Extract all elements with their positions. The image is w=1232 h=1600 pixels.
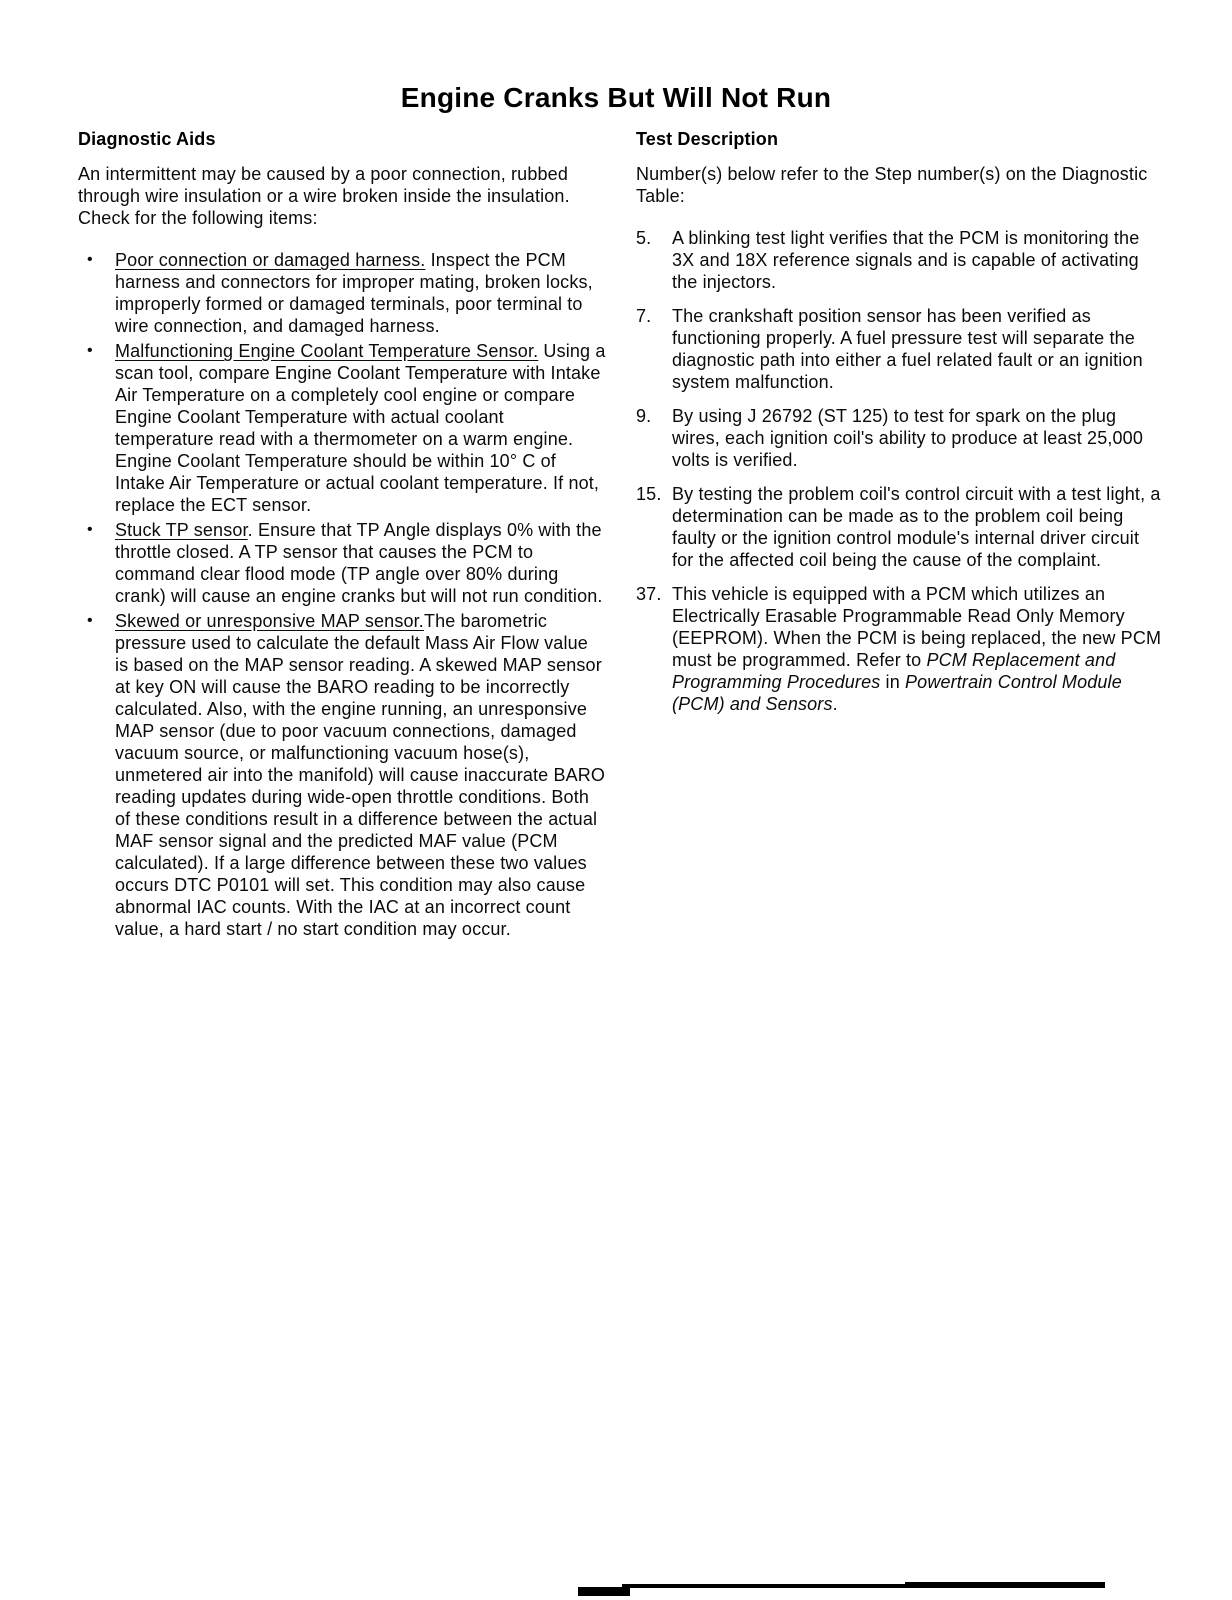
bullet-lead: Skewed or unresponsive MAP sensor. (115, 611, 424, 631)
step-text: The crankshaft position sensor has been verified as functioning properly. A fuel pressure test will separate the diagnostic path into either a fuel related fault or an ignition system malfunction. (672, 306, 1143, 392)
step-number: 9. (636, 406, 652, 426)
bullet-icon: • (87, 521, 93, 538)
bullet-icon: • (87, 612, 93, 629)
step-text-plain: in (880, 672, 906, 692)
bullet-lead: Stuck TP sensor (115, 520, 248, 540)
test-description-heading: Test Description (636, 129, 779, 149)
bullet-rest: . Ensure that TP Angle displays 0% with the throttle closed. A TP sensor that causes the PCM to command clear flood mode (TP angle over 80% during crank) will cause an engine cranks but will not run condition. (115, 520, 603, 606)
step-number: 5. (636, 228, 652, 248)
page-title: Engine Cranks But Will Not Run (400, 82, 832, 113)
bullet-text (115, 610, 606, 940)
bullet-lead: Malfunctioning Engine Coolant Temperature Sensor. (115, 341, 539, 361)
bullet-rest: Inspect the PCM harness and connectors for improper mating, broken locks, improperly formed or damaged terminals, poor terminal to wire connection, and damaged harness. (115, 250, 593, 336)
step-text: By using J 26792 (ST 125) to test for spark on the plug wires, each ignition coil's ability to produce at least 25,000 volts is verified. (672, 406, 1143, 470)
step-item (636, 483, 1164, 571)
list-item (78, 249, 606, 337)
step-item (636, 583, 1164, 715)
step-number: 7. (636, 306, 652, 326)
bullet-icon: • (87, 342, 93, 359)
test-description-column (636, 128, 1164, 727)
bullet-rest: The barometric pressure used to calculate the default Mass Air Flow value is based on the MAP sensor reading. A skewed MAP sensor at key ON will cause the BARO reading to be incorrectly calculated. Also, with the engine running, an unresponsive MAP sensor (due to poor vacuum connections, damaged vacuum source, or malfunctioning vacuum hose(s), unmetered air into the manifold) will cause inaccurate BARO reading updates during wide-open throttle conditions. Both of these conditions result in a difference between the actual MAF sensor signal and the predicted MAF value (PCM calculated). If a large difference between these two values occurs DTC P0101 will set. This condition may also cause abnormal IAC counts. With the IAC at an incorrect count value, a hard start / no start condition may occur. (115, 611, 606, 939)
step-item (636, 405, 1164, 471)
test-description-intro: Number(s) below refer to the Step number(s) on the Diagnostic Table: (636, 164, 1148, 206)
diagnostic-aids-list (78, 249, 606, 940)
list-item (78, 519, 606, 607)
step-item (636, 305, 1164, 393)
list-item (78, 340, 606, 516)
step-number: 37. (636, 584, 662, 604)
bullet-icon: • (87, 251, 93, 268)
bullet-text (115, 519, 606, 607)
step-text: By testing the problem coil's control circuit with a test light, a determination can be made as to the problem coil being faulty or the ignition control module's internal driver circuit for the affected coil being the cause of the complaint. (672, 484, 1161, 570)
diagnostic-aids-intro: An intermittent may be caused by a poor connection, rubbed through wire insulation or a wire broken inside the insulation. Check for the following items: (78, 164, 570, 228)
step-text (672, 583, 1164, 715)
step-text-plain: . (832, 694, 838, 714)
diagnostic-aids-column (78, 128, 606, 943)
bullet-text (115, 249, 606, 337)
diagnostic-aids-heading: Diagnostic Aids (78, 129, 216, 149)
scan-artifact-line-segment (905, 1582, 1105, 1588)
test-description-steps (636, 227, 1164, 715)
step-text: A blinking test light verifies that the PCM is monitoring the 3X and 18X reference signals and is capable of activating the injectors. (672, 228, 1140, 292)
reference-title: Powertrain Control Module (PCM) and Sensors (672, 672, 1122, 714)
step-item (636, 227, 1164, 293)
reference-title: PCM Replacement and Programming Procedures (672, 650, 1116, 692)
scan-artifact-bar (578, 1587, 630, 1596)
list-item (78, 610, 606, 940)
bullet-text (115, 340, 606, 516)
step-number: 15. (636, 484, 662, 504)
step-text-plain: This vehicle is equipped with a PCM which utilizes an Electrically Erasable Programmable Read Only Memory (EEPROM). When the PCM is being replaced, the new PCM must be programmed. Refer to (672, 584, 1162, 670)
bullet-rest: Using a scan tool, compare Engine Coolant Temperature with Intake Air Temperature on a completely cool engine or compare Engine Coolant Temperature with actual coolant temperature read with a thermometer on a warm engine. Engine Coolant Temperature should be within 10° C of Intake Air Temperature or actual coolant temperature. If not, replace the ECT sensor. (115, 341, 606, 515)
bullet-lead: Poor connection or damaged harness. (115, 250, 426, 270)
